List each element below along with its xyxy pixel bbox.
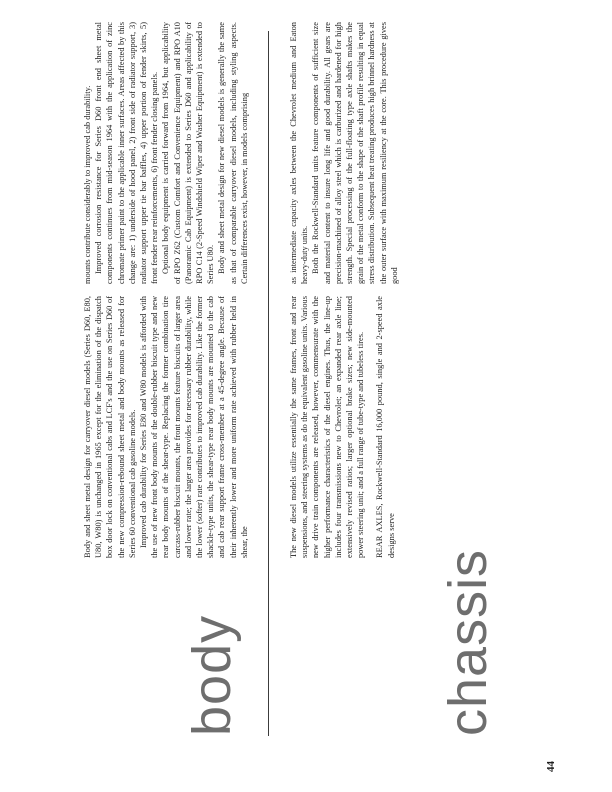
chassis-column-1 (288, 296, 397, 558)
chassis-column-2 (288, 22, 400, 284)
chassis-section (288, 16, 520, 736)
paragraph: The new diesel models utilize essentially the same frames, front and rear suspensions, and steering systems as do the equivalent gasoline units. Various new drive train components are released, however, commensurate with the higher performance characteristics of the diesel engines. Thus, the line-up includes four transmissions new to Chevrolet; an expanded rear axle line; extensively revised ratios; larger optional brake sizes; new side-mounted power steering unit; and a full range of tube-type and tubeless tires. (289, 296, 366, 558)
body-column-2 (82, 22, 250, 284)
paragraph: Improved corrosion resistance for Series D60 front end sheet metal components continues from mid-season 1964 with the application of zinc chromate primer paint to the applicable inner surfaces. Areas affected by this change are: 1) underside of hood panel, 2) front side of radiator support, 3) radiator support upper tie bar baffles, 4) upper portion of fender skirts, 5) front fender rear reinforcements, 6) front fender closing panels. (94, 22, 160, 284)
page-number: 44 (545, 761, 557, 772)
paragraph: mounts contribute considerably to improved cab durability. (83, 85, 92, 284)
paragraph: Optional body equipment is carried forward from 1964, but applicability of RPO Z62 (Custom Comfort and Convenience Equipment) and RPO A10 (Panoramic Cab Equipment) is extended to Series D60 and applicability of RPO C14 (2-Speed Windshield Wiper and Washer Equipment) is extended to Series U80. (161, 22, 216, 284)
rotated-page (30, 16, 582, 776)
section-divider (268, 31, 269, 736)
paragraph: Both the Rockwell-Standard units feature components of sufficient size and material content to insure long life and good durability. All gears are precision-machined of alloy steel which is carburized and hardened for high strength. Special processing of the full-floating type axle shafts makes the grain of the metal conform to the shape of the shaft profile resulting in equal stress distribution. Subsequent heat treating produces high brinnel hardness at the outer surface with maximum resiliency at the core. This procedure gives good (311, 22, 399, 284)
paragraph: as intermediate capacity axles between the Chevrolet medium and Eaton heavy-duty units. (289, 22, 310, 284)
paragraph: REAR AXLES, Rockwell-Standard 16,000 pound, single and 2-speed axle designs serve (375, 296, 396, 558)
paragraph: Body and sheet metal design for carryover diesel models (Series D60, E80, U80, W80) is unchanged in 1965 except for the elimination of the dispatch box door lock on conventional cabs and LCF's and the use on Series D60 of the new compression-rebound sheet metal and body mounts as released for Series 60 conventional cab gasoline models. (83, 296, 137, 558)
section-heading-body: body (182, 614, 242, 736)
paragraph: Body and sheet metal design for new diesel models is generally the same as that of comparable carryover diesel models, including styling aspects. Certain differences exist, however, in models comprising (217, 22, 249, 284)
body-section (82, 16, 268, 736)
paragraph: Improved cab durability for Series E80 and W80 models is afforded with the use of new front body mounts of the double-rubber biscuit type and new rear body mounts of the shear-type. Replacing the former combination tire carcass-rubber biscuit mounts, the front mounts feature biscuits of larger area and lower rate; the larger area provides for necessary rubber durability, while the lower (softer) rate contributes to improved cab durability. Like the former shackle-type units, the shear-type rear body mounts are mounted to the cab and cab rear support frame cross-member at a 45-degree angle. Because of their inherently lower and more uniform rate achieved with rubber held in shear, the (139, 296, 249, 558)
body-column-1 (82, 296, 250, 558)
section-heading-chassis: chassis (438, 548, 498, 736)
